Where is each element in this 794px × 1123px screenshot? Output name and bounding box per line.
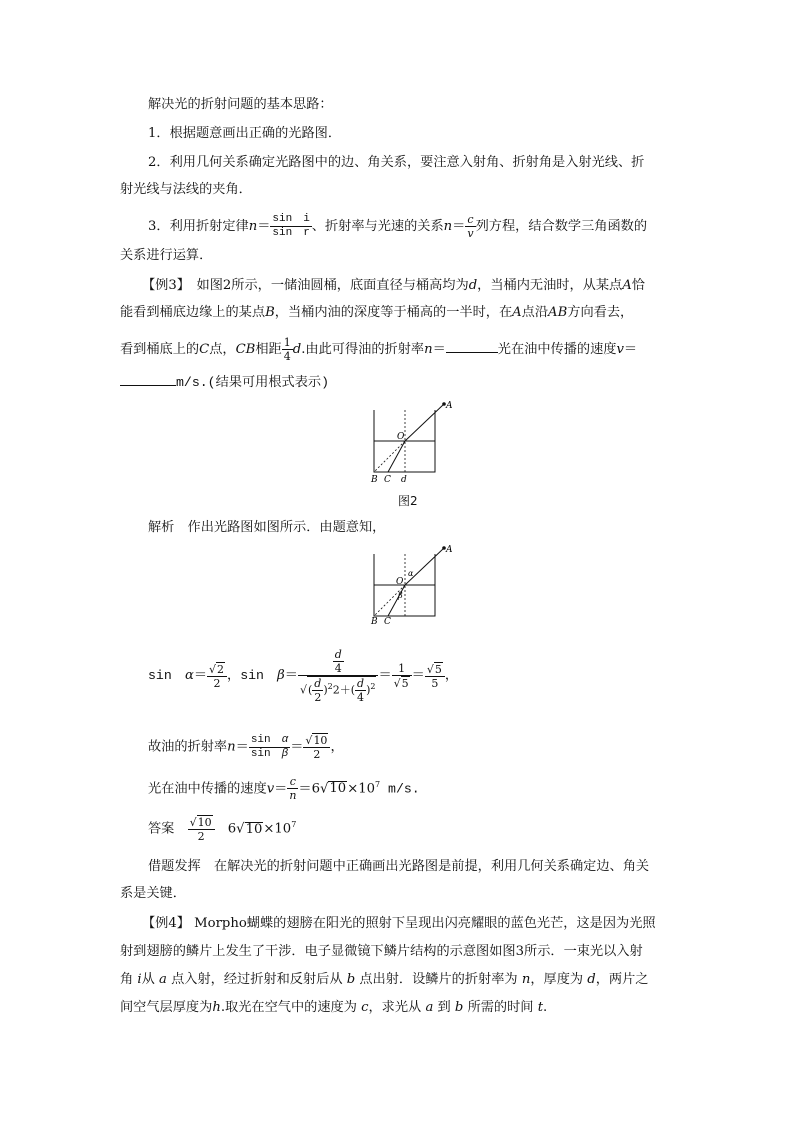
note-line2: 系是关键． — [120, 886, 186, 901]
dashed-ray — [374, 441, 405, 472]
solution-intro: 解析 作出光路图如图所示．由题意知， — [148, 520, 386, 535]
label-B: B — [371, 475, 378, 485]
velocity-line: 光在油中传播的速度v＝ $\frac{c}{n}$ $=6√10\times 10^7$ m/s. — [148, 775, 420, 803]
label-d: d — [401, 475, 407, 485]
intro-step2a: 2．利用几何关系确定光路图中的边、角关系，要注意入射角、折射角是入射光线、折 — [148, 155, 645, 170]
refractive-index-line: 故油的折射率n＝ $\frac{\text{sin α}}{\text{sin β}}$ ＝ $\frac{√10}{2}$ ， — [148, 733, 344, 761]
label-B: B — [371, 617, 378, 627]
intro-step2b: 射光线与法线的夹角． — [120, 182, 252, 197]
incident-ray — [405, 404, 444, 441]
answer-blank-1[interactable] — [446, 339, 498, 353]
label-beta: β — [398, 591, 403, 600]
label-O: O — [396, 577, 404, 587]
sin-formula: sin α＝ $\frac{√2}{2}$ ，sin β＝ $\frac{d}{4}$ √( $\frac{d}{2}$ )$^2$2＋( $\frac{d}{4}$ )$^2$ ＝ $\frac{1}{√5}$ ＝ $\frac{√5}{5}$ ， — [148, 647, 459, 704]
note-line1: 借题发挥 在解决光的折射问题中正确画出光路图是前提，利用几何关系确定边、角关 — [148, 859, 650, 874]
intro-step3d: 关系进行运算． — [120, 248, 213, 263]
label-C: C — [384, 617, 391, 627]
example4-line3: 角 i从 a 点入射，经过折射和反射后从 b 点出射．设鳞片的折射率为 n，厚度为 d，两片之 — [120, 972, 649, 987]
example4-line4: 间空气层厚度为h.取光在空气中的速度为 c，求光从 a 到 b 所需的时间 t. — [120, 1000, 548, 1015]
example4-line1: 【例4】 Morpho蝴蝶的翅膀在阳光的照射下呈现出闪亮耀眼的蓝色光芒，这是因为光照 — [142, 916, 656, 931]
intro-title: 解决光的折射问题的基本思路： — [148, 97, 333, 112]
intro-step3: 3．利用折射定律n＝ $\frac{\text{sin i}}{\text{sin r}}$ 、折射率与光速的关系n＝ $\frac{c}{v}$ 列方程，结合数学三角函数的 — [148, 213, 648, 240]
incident-ray — [405, 548, 444, 585]
answer-line: 答案 $\frac{√10}{2}$ $6√10\times 10^7$ — [148, 816, 297, 843]
label-A: A — [446, 401, 453, 411]
label-O: O — [397, 432, 405, 442]
refracted-ray — [388, 585, 405, 616]
figure-2 — [360, 396, 460, 486]
example3-line3: 看到桶底上的C点，CB相距 $\frac{1}{4}$ d.由此可得油的折射率n＝ 光在油中传播的速度v＝ — [120, 336, 638, 363]
dashed-ray — [374, 585, 405, 616]
label-C: C — [384, 475, 391, 485]
example4-line2: 射到翅膀的鳞片上发生了干涉．电子显微镜下鳞片结构的示意图如图3所示．一束光以入射 — [120, 944, 643, 959]
label-alpha: α — [408, 569, 414, 578]
example3-line4: m/s.(结果可用根式表示) — [120, 372, 329, 393]
figure-2-caption: 图2 — [398, 494, 418, 508]
intro-step1: 1．根据题意画出正确的光路图． — [148, 126, 342, 141]
example3-line2: 能看到桶底边缘上的某点B，当桶内油的深度等于桶高的一半时，在A点沿AB方向看去， — [120, 305, 634, 320]
solution-figure — [360, 540, 460, 630]
label-A: A — [446, 545, 453, 555]
refracted-ray — [388, 441, 405, 472]
example3-line1: 【例3】 如图2所示，一储油圆桶，底面直径与桶高均为d，当桶内无油时，从某点A恰 — [142, 278, 645, 293]
answer-blank-2[interactable] — [120, 372, 176, 386]
